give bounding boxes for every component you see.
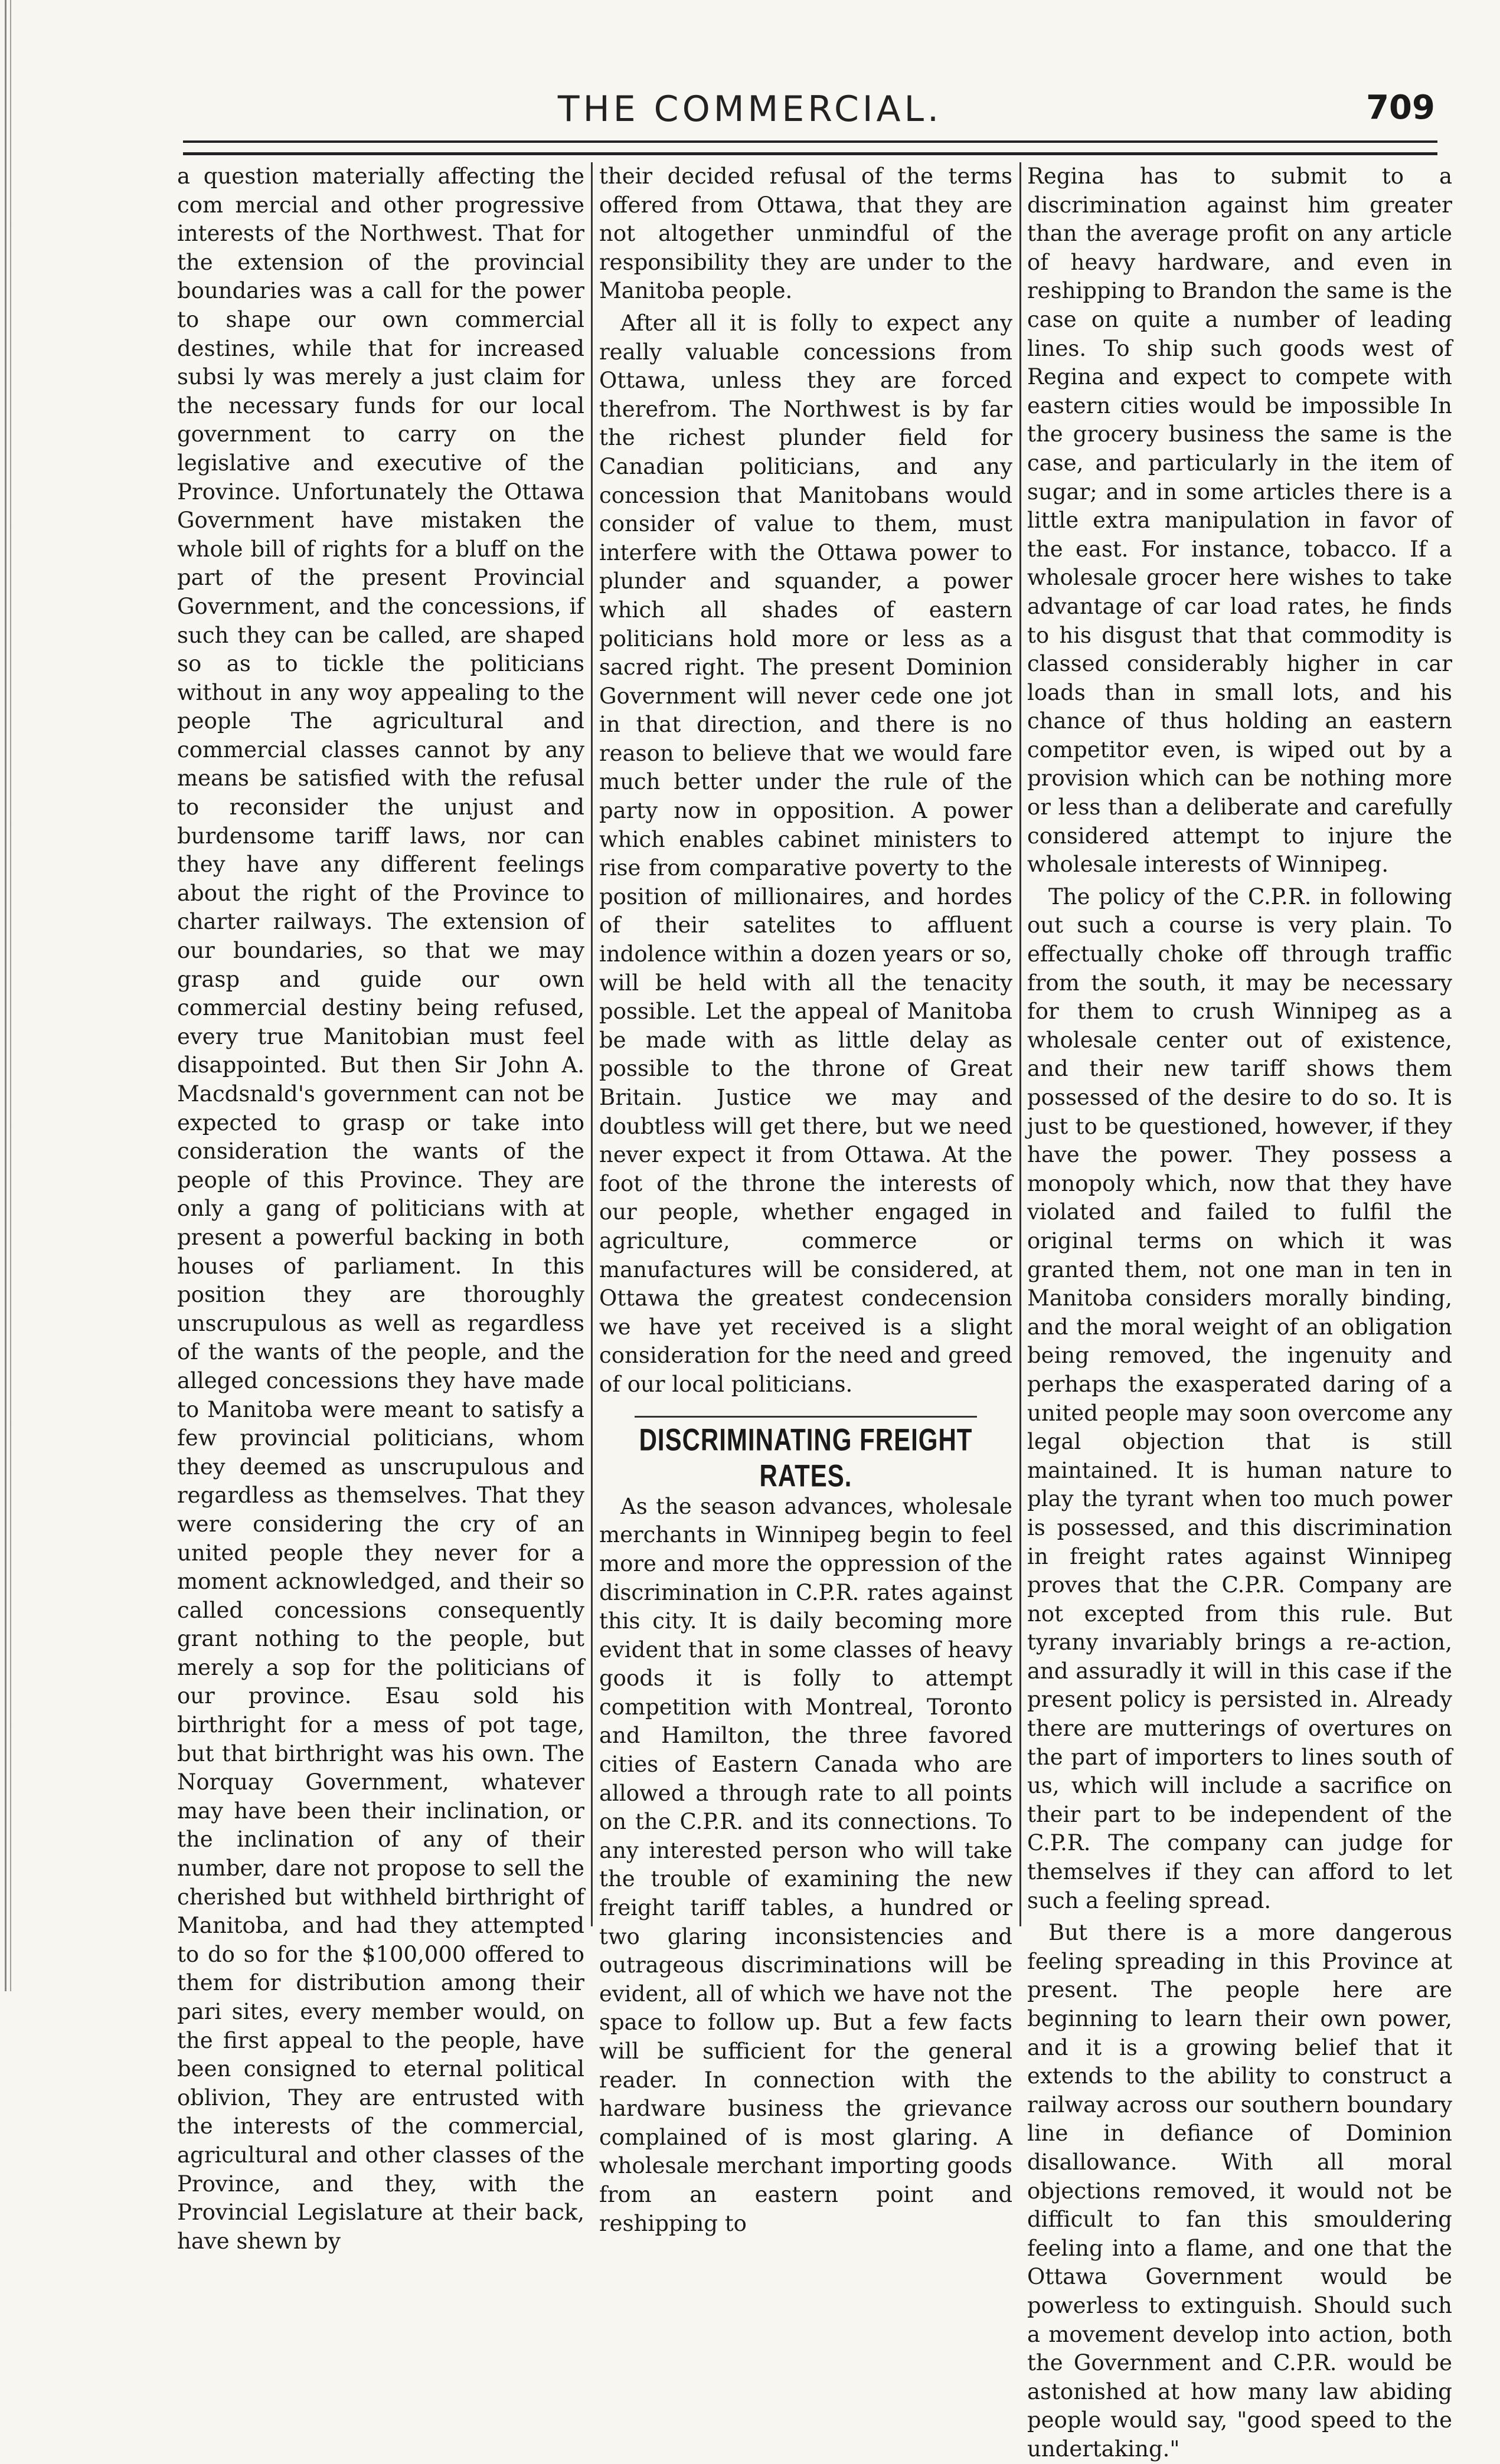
masthead-rule-thin	[183, 140, 1437, 143]
column-2	[599, 162, 1012, 2236]
masthead	[0, 89, 1500, 136]
article-paragraph: a question materially affecting the com mercial and other progressive interests of the Northwest. That for the extension of the provincial boundaries was a call for the power to shape our own commercial destines, while that for increased subsi ly was merely a just claim for the necessary funds for our local government to carry on the legislative and executive of the Province. Unfortunately the Ottawa Government have mistaken the whole bill of rights for a bluff on the part of the present Provincial Government, and the concessions, if such they can be called, are shaped so as to tickle the politicians without in any woy appealing to the people The agricultural and commercial classes cannot by any means be satisfied with the refusal to reconsider the unjust and burdensome tariff laws, nor can they have any different feelings about the right of the Province to charter railways. The extension of our boundaries, so that we may grasp and guide our own commercial destiny being refused, every true Manitobian must feel disappointed. But then Sir John A. Macdsnald's government can not be expected to grasp or take into consideration the wants of the people of this Province. They are only a gang of politicians with at present a powerful backing in both houses of parliament. In this position they are thoroughly unscrupulous as well as regardless of the wants of the people, and the alleged concessions they have made to Manitoba were meant to satisfy a few provincial politicians, whom they deemed as unscrupulous and regardless as themselves. That they were considering the cry of an united people they never for a moment acknowledged, and their so called concessions consequently grant nothing to the people, but merely a sop for the politicians of our province. Esau sold his birthright for a mess of pot tage, but that birthright was his own. The Norquay Government, whatever may have been their inclination, or the inclination of any of their number, dare not propose to sell the cherished but withheld birthright of Manitoba, and had they attempted to do so for the $100,000 offered to them for distribution among their pari sites, every member would, on the first appeal to the people, have been consigned to eternal political oblivion, They are entrusted with the interests of the commercial, agricultural and other classes of the Province, and they, with the Provincial Legislature at their back, have shewn by	[177, 163, 584, 2254]
column-divider	[1019, 162, 1021, 1926]
newspaper-title: THE COMMERCIAL.	[557, 89, 943, 130]
column-divider	[591, 162, 593, 1926]
section-divider	[635, 1416, 977, 1418]
article-headline: DISCRIMINATING FREIGHT RATES.	[639, 1422, 973, 1493]
article-paragraph: But there is a more dangerous feeling spreading in this Province at present. The people here are beginning to learn their own power, and it is a growing belief that it extends to the ability to construct a railway across our southern boundary line in defiance of Dominion disallowance. With all moral objections removed, it would not be difficult to fan this smouldering feeling into a flame, and one that the Ottawa Government would be powerless to extinguish. Should such a movement develop into action, both the Government and C.P.R. would be astonished at how many law abiding people would say, "good speed to the undertaking."	[1027, 1920, 1452, 2462]
article-paragraph: As the season advances, wholesale merchants in Winnipeg begin to feel more and more the oppression of the discrimination in C.P.R. rates against this city. It is daily becoming more evident that in some classes of heavy goods it is folly to attempt competition with Montreal, Toronto and Hamilton, the three favored cities of Eastern Canada who are allowed a through rate to all points on the C.P.R. and its connections. To any interested person who will take the trouble of examining the new freight tariff tables, a hundred or two glaring inconsistencies and outrageous discriminations will be evident, all of which we have not the space to follow up. But a few facts will be sufficient for the general reader. In connection with the hardware business the grievance complained of is most glaring. A wholesale merchant importing goods from an eastern point and reshipping to	[599, 1493, 1012, 2236]
column-3	[1027, 162, 1452, 2462]
article-paragraph: their decided refusal of the terms offered from Ottawa, that they are not altogether unmindful of the responsibility they are under to the Manitoba people.	[599, 163, 1012, 304]
article-paragraph: Regina has to submit to a discrimination against him greater than the average profit on any article of heavy hardware, and even in reshipping to Brandon the same is the case on quite a number of leading lines. To ship such goods west of Regina and expect to compete with eastern cities would be impossible In the grocery business the same is the case, and particularly in the item of sugar; and in some articles there is a little extra manipulation in favor of the east. For instance, tobacco. If a wholesale grocer here wishes to take advantage of car load rates, he finds to his disgust that that commodity is classed considerably higher in car loads than in small lots, and his chance of thus holding an eastern competitor even, is wiped out by a provision which can be nothing more or less than a deliberate and carefully considered attempt to injure the wholesale interests of Winnipeg.	[1027, 163, 1452, 878]
article-paragraph: The policy of the C.P.R. in following out such a course is very plain. To effectually choke off through traffic from the south, it may be necessary for them to crush Winnipeg as a wholesale center out of existence, and their new tariff shows them possessed of the desire to do so. It is just to be questioned, however, if they have the power. They possess a monopoly which, now that they have violated and failed to fulfil the original terms on which it was granted them, not one man in ten in Manitoba considers morally binding, and the moral weight of an obligation being removed, the ingenuity and perhaps the exasperated daring of a united people may soon overcome any legal objection that is still maintained. It is human nature to play the tyrant when too much power is possessed, and this discrimination in freight rates against Winnipeg proves that the C.P.R. Company are not excepted from this rule. But tyrany invariably brings a re-action, and assuradly it will in this case if the present policy is persisted in. Already there are mutterings of overtures on the part of importers to lines south of us, which will include a sacrifice on their part to be independent of the C.P.R. The company can judge for themselves if they can afford to let such a feeling spread.	[1027, 883, 1452, 1913]
column-1	[177, 162, 584, 2254]
article-paragraph: After all it is folly to expect any really valuable concessions from Ottawa, unless they are forced therefrom. The Northwest is by far the richest plunder field for Canadian politicians, and any concession that Manitobans would consider of value to them, must interfere with the Ottawa power to plunder and squander, a power which all shades of eastern politicians hold more or less as a sacred right. The present Dominion Government will never cede one jot in that direction, and there is no reason to believe that we would fare much better under the rule of the party now in opposition. A power which enables cabinet ministers to rise from comparative poverty to the position of millionaires, and hordes of their satelites to affluent indolence within a dozen years or so, will be held with all the tenacity possible. Let the appeal of Manitoba be made with as little delay as possible to the throne of Great Britain. Justice we may and doubtless will get there, but we need never expect it from Ottawa. At the foot of the throne the interests of our people, whether engaged in agriculture, commerce or manufactures will be considered, at Ottawa the greatest condecension we have yet received is a slight consideration for the need and greed of our local politicians.	[599, 310, 1012, 1397]
scanned-page-edge	[5, 0, 18, 1991]
masthead-rule-thick	[183, 152, 1437, 155]
page-number: 709	[1366, 89, 1435, 127]
